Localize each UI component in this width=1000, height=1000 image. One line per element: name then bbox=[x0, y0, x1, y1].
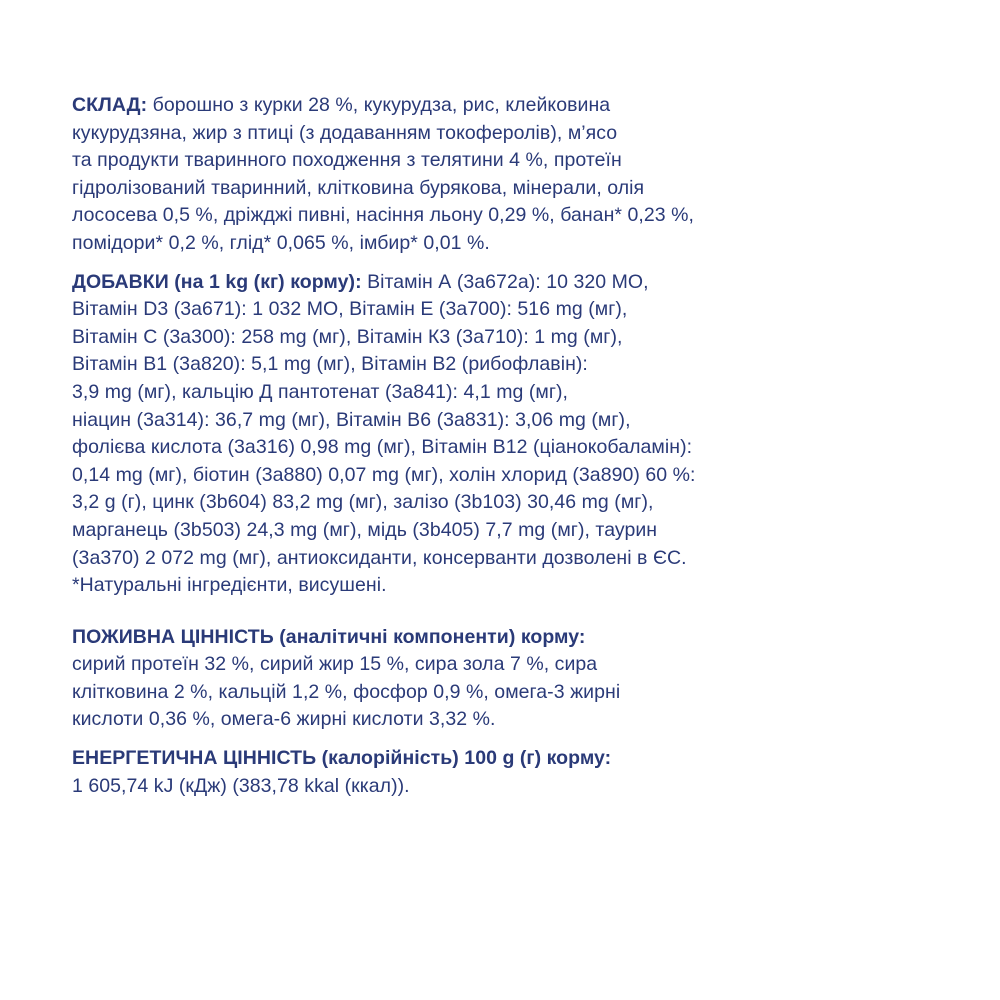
additives-line-6: ніацин (3a314): 36,7 mg (мг), Вітамін В6 (3a831): 3,06 mg (мг), bbox=[72, 408, 631, 431]
composition-line-1 bbox=[72, 92, 952, 120]
additives-line-8: 0,14 mg (мг), біотин (3a880) 0,07 mg (мг), холін хлорид (3a890) 60 %: bbox=[72, 463, 696, 486]
composition-text: борошно з курки 28 %, кукурудза, рис, клейковина bbox=[147, 94, 611, 116]
composition-line-6: помідори* 0,2 %, глід* 0,065 %, імбир* 0,01 %. bbox=[72, 231, 490, 254]
nutrition-line-1: сирий протеїн 32 %, сирий жир 15 %, сира зола 7 %, сира bbox=[72, 653, 598, 676]
composition-heading: СКЛАД: bbox=[72, 94, 148, 116]
composition-line-4: гідролізований тваринний, клітковина бурякова, мінерали, олія bbox=[72, 176, 645, 199]
natural-ingredients-note: *Натуральні інгредієнти, висушені. bbox=[72, 574, 387, 597]
additives-line-5: 3,9 mg (мг), кальцію Д пантотенат (3a841): 4,1 mg (мг), bbox=[72, 380, 569, 403]
additives-line-4: Вітамін В1 (3a820): 5,1 mg (мг), Вітамін В2 (рибофлавін): bbox=[72, 353, 588, 376]
additives-line-1 bbox=[72, 269, 952, 297]
composition-line-5: лососева 0,5 %, дріжджі пивні, насіння льону 0,29 %, банан* 0,23 %, bbox=[72, 204, 694, 227]
additives-heading: ДОБАВКИ (на 1 kg (кг) корму): bbox=[72, 270, 362, 293]
ingredients-label bbox=[72, 92, 952, 800]
additives-line-7: фолієва кислота (3a316) 0,98 mg (мг), Вітамін В12 (ціанокобаламін): bbox=[72, 436, 693, 459]
nutrition-heading: ПОЖИВНА ЦІННІСТЬ (аналітичні компоненти) корму: bbox=[72, 625, 586, 648]
additives-line-10: марганець (3b503) 24,3 mg (мг), мідь (3b405) 7,7 mg (мг), таурин bbox=[72, 518, 658, 541]
composition-section bbox=[72, 92, 952, 258]
additives-line-11: (3a370) 2 072 mg (мг), антиоксиданти, консерванти дозволені в ЄС. bbox=[72, 546, 687, 569]
composition-line-2: кукурудзяна, жир з птиці (з додаванням токоферолів), м’ясо bbox=[72, 121, 618, 144]
additives-text: Вітамін А (3a672a): 10 320 МО, bbox=[361, 270, 649, 293]
nutrition-section bbox=[72, 624, 952, 734]
additives-section bbox=[72, 269, 952, 600]
energy-section bbox=[72, 745, 952, 800]
additives-line-9: 3,2 g (г), цинк (3b604) 83,2 mg (мг), залізо (3b103) 30,46 mg (мг), bbox=[72, 491, 654, 514]
energy-value: 1 605,74 kJ (кДж) (383,78 kkal (ккал)). bbox=[72, 774, 410, 797]
nutrition-line-3: кислоти 0,36 %, омега-6 жирні кислоти 3,32 %. bbox=[72, 708, 496, 731]
nutrition-line-2: клітковина 2 %, кальцій 1,2 %, фосфор 0,9 %, омега-3 жирні bbox=[72, 680, 621, 703]
additives-line-2: Вітамін D3 (3a671): 1 032 МО, Вітамін Е (3a700): 516 mg (мг), bbox=[72, 298, 628, 321]
additives-line-3: Вітамін С (3a300): 258 mg (мг), Вітамін К3 (3a710): 1 mg (мг), bbox=[72, 325, 623, 348]
energy-heading: ЕНЕРГЕТИЧНА ЦІННІСТЬ (калорійність) 100 g (г) корму: bbox=[72, 747, 612, 770]
composition-line-3: та продукти тваринного походження з телятини 4 %, протеїн bbox=[72, 149, 622, 172]
